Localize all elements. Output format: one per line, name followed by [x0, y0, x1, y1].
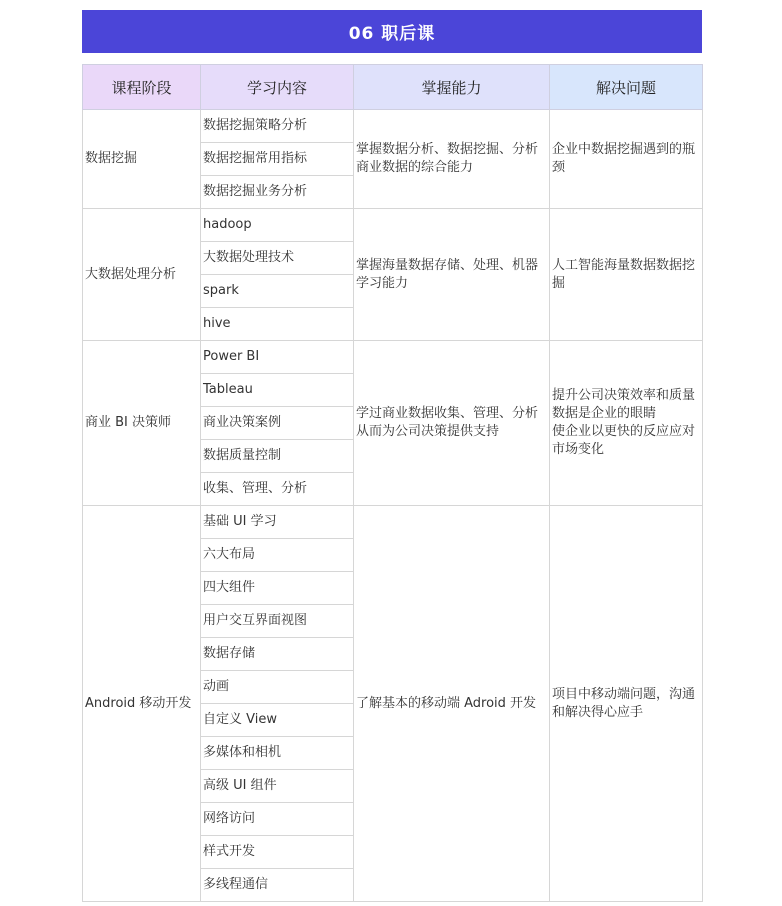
problem-cell	[550, 341, 703, 506]
content-item: 数据挖掘业务分析	[201, 176, 354, 209]
problem-line: 数据是企业的眼睛	[552, 406, 657, 421]
content-item: 高级 UI 组件	[201, 770, 354, 803]
content-item: hive	[201, 308, 354, 341]
content-item: 样式开发	[201, 836, 354, 869]
content-item: 数据挖掘策略分析	[201, 110, 354, 143]
table-row	[83, 506, 703, 539]
table-row	[83, 209, 703, 242]
content-item: 数据质量控制	[201, 440, 354, 473]
content-item: 收集、管理、分析	[201, 473, 354, 506]
header-ability: 掌握能力	[354, 65, 550, 110]
content-item: Tableau	[201, 374, 354, 407]
ability-cell: 了解基本的移动端 Adroid 开发	[354, 506, 550, 902]
stage-name: 大数据处理分析	[83, 209, 201, 341]
section-title: 06 职后课	[348, 24, 436, 44]
table-row	[83, 110, 703, 143]
problem-cell: 项目中移动端问题，沟通和解决得心应手	[550, 506, 703, 902]
header-content: 学习内容	[201, 65, 354, 110]
problem-line: 使企业以更快的反应应对市场变化	[552, 424, 696, 457]
content-item: spark	[201, 275, 354, 308]
header-stage: 课程阶段	[83, 65, 201, 110]
stage-name: 数据挖掘	[83, 110, 201, 209]
content-item: Power BI	[201, 341, 354, 374]
problem-line: 提升公司决策效率和质量	[552, 388, 696, 403]
ability-cell: 掌握数据分析、数据挖掘、分析商业数据的综合能力	[354, 110, 550, 209]
section-banner	[82, 10, 702, 53]
header-problem: 解决问题	[550, 65, 703, 110]
ability-cell: 掌握海量数据存储、处理、机器学习能力	[354, 209, 550, 341]
content-item: 网络访问	[201, 803, 354, 836]
table-header-row	[83, 65, 703, 110]
stage-name: Android 移动开发	[83, 506, 201, 902]
content-item: 六大布局	[201, 539, 354, 572]
content-item: 数据挖掘常用指标	[201, 143, 354, 176]
content-item: 多媒体和相机	[201, 737, 354, 770]
stage-name: 商业 BI 决策师	[83, 341, 201, 506]
content-item: 四大组件	[201, 572, 354, 605]
content-item: 自定义 View	[201, 704, 354, 737]
content-item: 多线程通信	[201, 869, 354, 902]
problem-cell: 企业中数据挖掘遇到的瓶颈	[550, 110, 703, 209]
curriculum-table	[82, 64, 703, 902]
content-item: 动画	[201, 671, 354, 704]
content-item: 基础 UI 学习	[201, 506, 354, 539]
content-item: 数据存储	[201, 638, 354, 671]
content-item: 用户交互界面视图	[201, 605, 354, 638]
problem-cell: 人工智能海量数据数据挖掘	[550, 209, 703, 341]
content-item: hadoop	[201, 209, 354, 242]
content-item: 商业决策案例	[201, 407, 354, 440]
ability-cell: 学过商业数据收集、管理、分析从而为公司决策提供支持	[354, 341, 550, 506]
content-item: 大数据处理技术	[201, 242, 354, 275]
table-row	[83, 341, 703, 374]
